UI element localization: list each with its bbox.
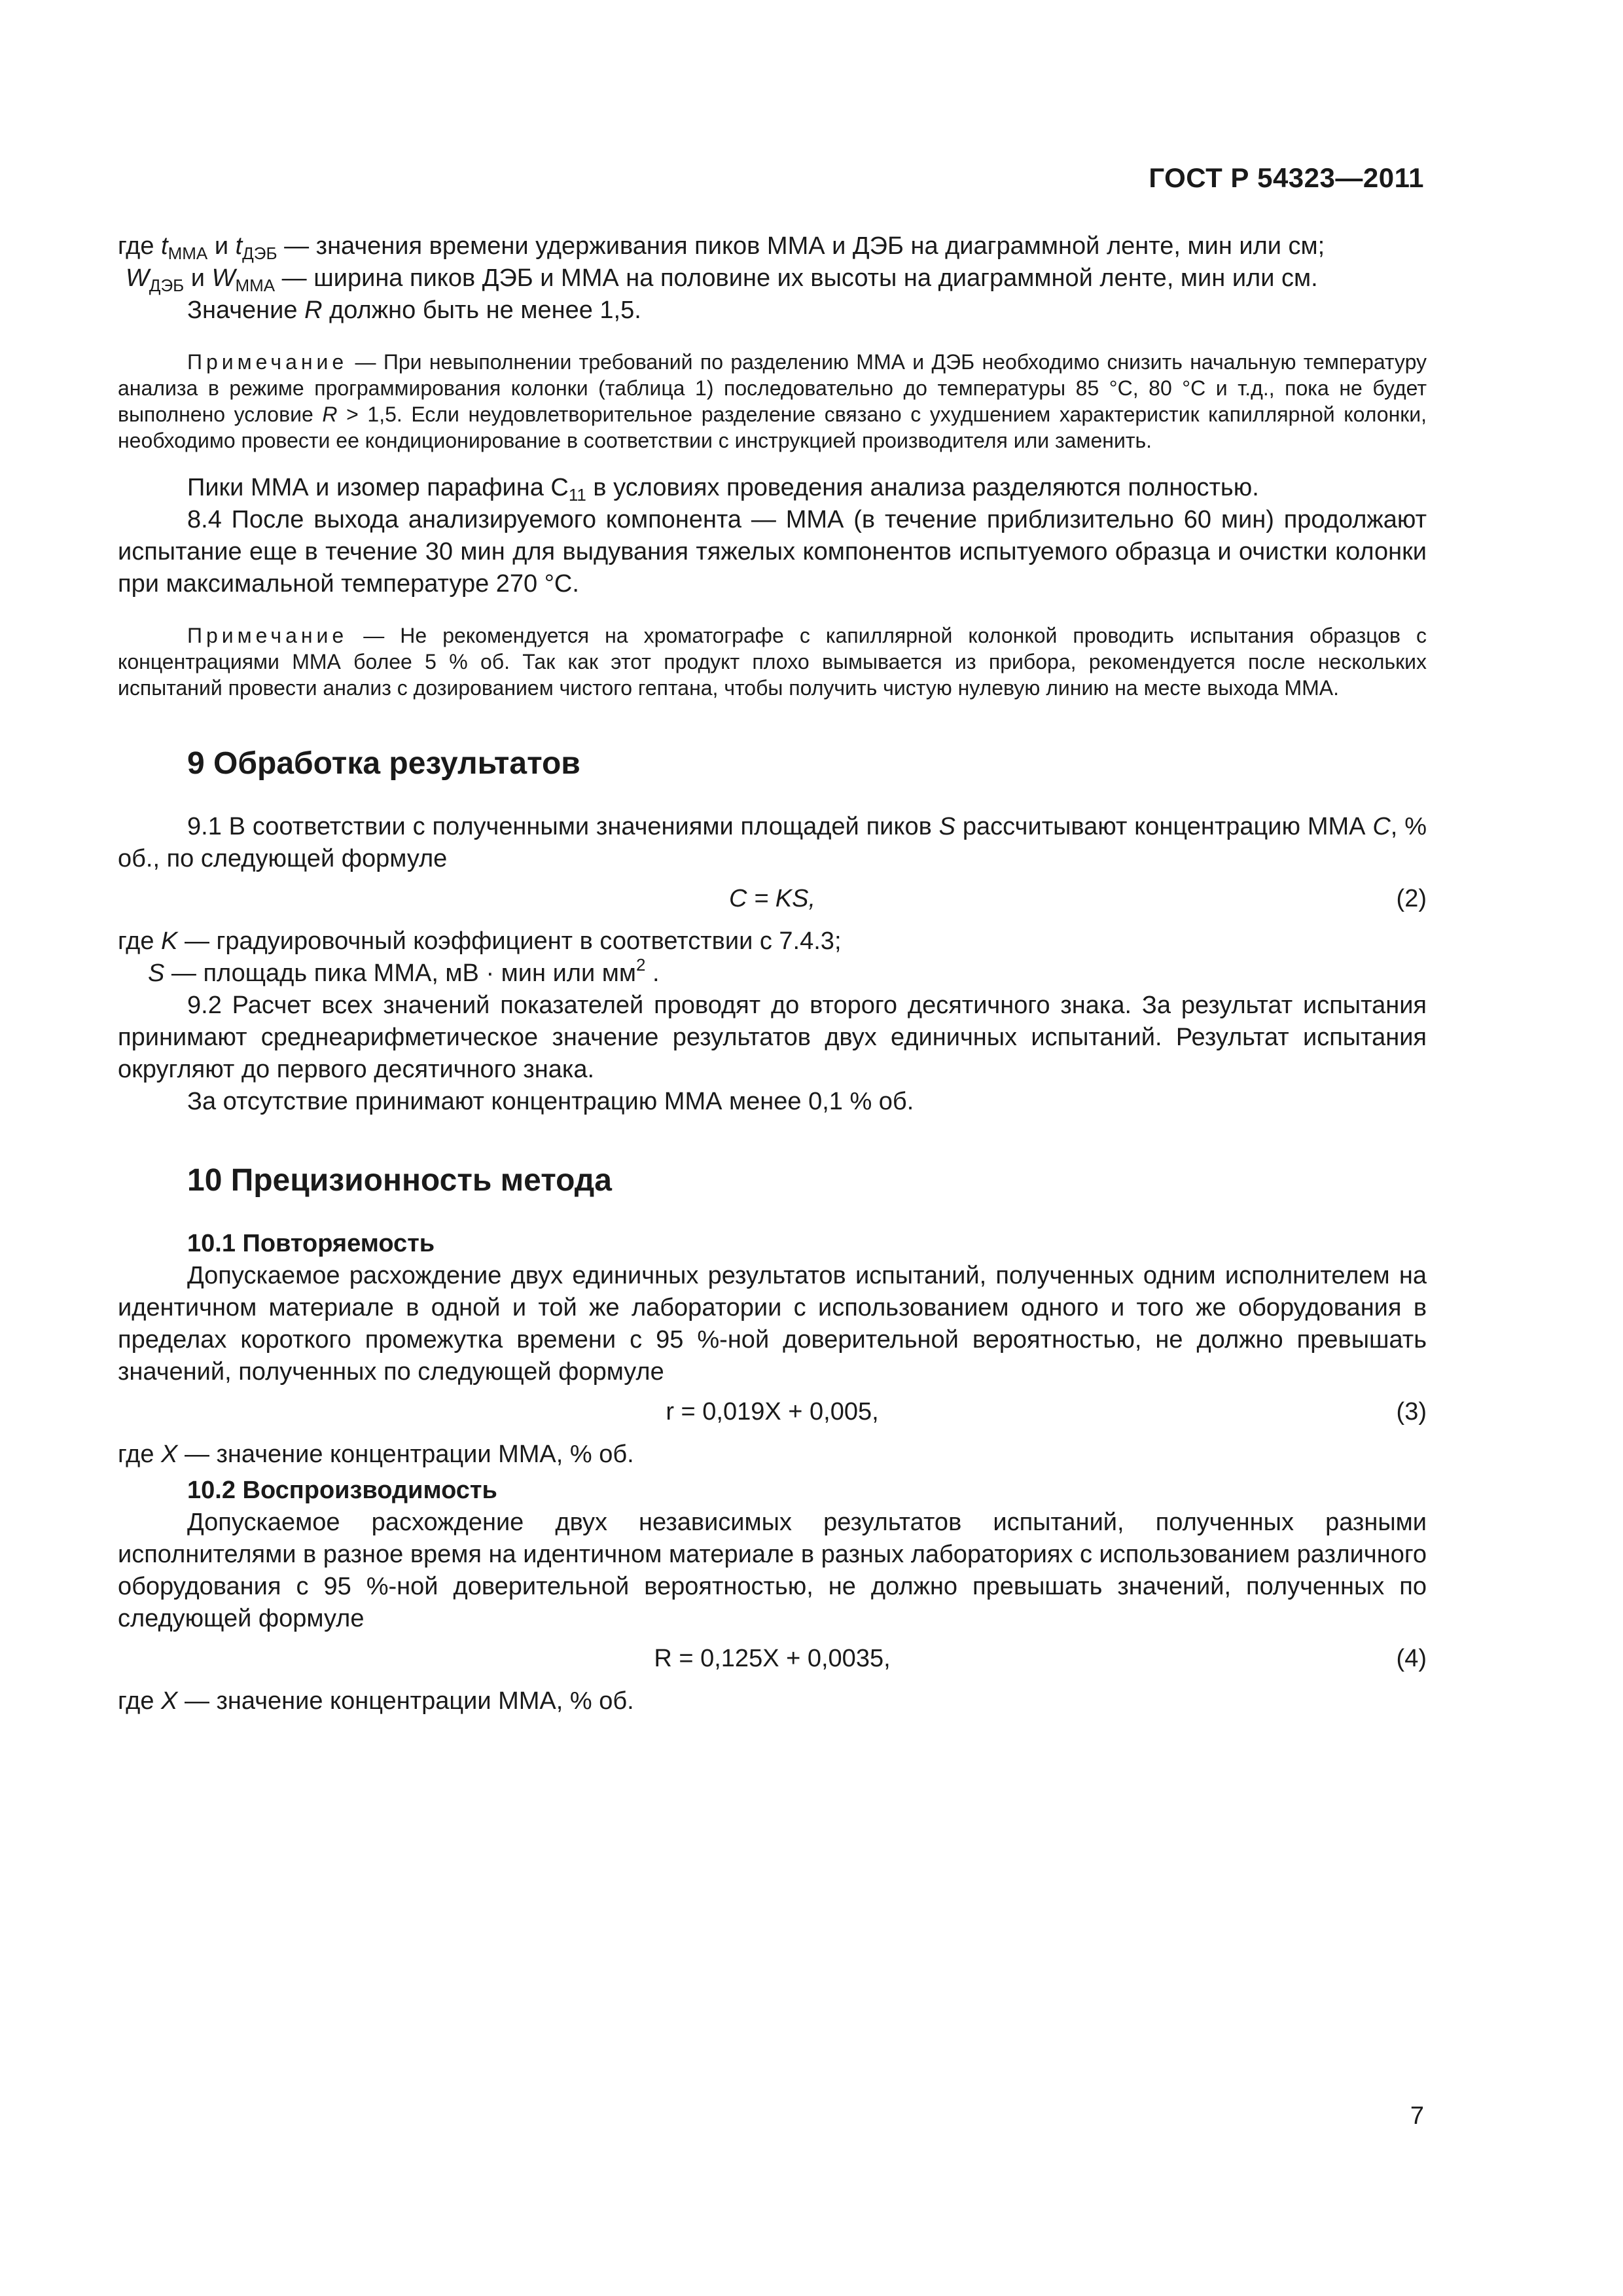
document-id-header: ГОСТ Р 54323—2011 [1149, 162, 1424, 193]
formula-3-text: r = 0,019X + 0,005, [666, 1398, 879, 1426]
paragraph-10-2: Допускаемое расхождение двух независимых результатов испытаний, полученных разными исполнителями в разное время на идентичном материале в разных лабораториях с использованием различного оборудования с 95 %-ной доверительной вероятностью, не должно превышать значений, полученных по следующей формуле [118, 1509, 1427, 1632]
paragraph-peaks: Пики ММА и изомер парафина $С_{11}$ в условиях проведения анализа разделяются полностью. [187, 474, 1259, 505]
formula-3-number: (3) [1396, 1398, 1427, 1426]
paragraph-9-1: 9.1 В соответствии с полученными значениями площадей пиков S рассчитывают концентрацию ММА С, % об., по следующей формуле [118, 813, 1427, 872]
formula-2-number: (2) [1396, 885, 1427, 912]
where-s: S — площадь пика ММА, мВ · мин или $мм^2$ . [148, 955, 660, 987]
page-number: 7 [1410, 2102, 1424, 2130]
paragraph-10-1: Допускаемое расхождение двух единичных результатов испытаний, полученных одним исполнителем на идентичном материале в одной и той же лаборатории с использованием одного и того же оборудования в пределах короткого промежутка времени с 95 %-ной доверительной вероятностью, не должно превышать значений, полученных по следующей формуле [118, 1262, 1427, 1386]
section-9-title: 9 Обработка результатов [187, 746, 580, 781]
paragraph-absence: За отсутствие принимают концентрацию ММА менее 0,1 % об. [187, 1088, 914, 1115]
page-body [118, 230, 1427, 1717]
formula-2-text: С = KS, [729, 885, 815, 912]
r-value-requirement: Значение R должно быть не менее 1,5. [187, 296, 641, 324]
paragraph-8-4: 8.4 После выхода анализируемого компонента — ММА (в течение приблизительно 60 мин) продолжают испытание еще в течение 30 мин для выдувания тяжелых компонентов испытуемого образца и очистки колонки при максимальной температуре 270 °С. [118, 506, 1427, 598]
subsection-10-1-title: 10.1 Повторяемость [187, 1230, 435, 1257]
where-peak-widths: $W_{ДЭБ}$ и $W_{ММА}$ — ширина пиков ДЭБ и ММА на половине их высоты на диаграммной ленте, мин или см. [126, 264, 1318, 295]
formula-4-number: (4) [1396, 1645, 1427, 1672]
where-retention-times: где $t_{ММА}$ и $t_{ДЭБ}$ — значения времени удерживания пиков ММА и ДЭБ на диаграммной ленте, мин или см; [118, 232, 1325, 263]
formula-2 [118, 883, 1427, 915]
formula-4-text: R = 0,125X + 0,0035, [654, 1645, 891, 1672]
paragraph-9-2: 9.2 Расчет всех значений показателей проводят до второго десятичного знака. За результат испытания принимают среднеарифметическое значение результатов двух единичных испытаний. Результат испытания округляют до первого десятичного знака. [118, 992, 1427, 1083]
note-capillary: Примечание — Не рекомендуется на хроматографе с капиллярной колонкой проводить испытания образцов с концентрациями ММА более 5 % об. Так как этот продукт плохо вымывается из прибора, рекомендуется после нескольких испытаний провести анализ с дозированием чистого гептана, чтобы получить чистую нулевую линию на месте выхода ММА. [118, 624, 1427, 700]
where-x-10-2: где X — значение концентрации ММА, % об. [118, 1687, 634, 1715]
subsection-10-2-title: 10.2 Воспроизводимость [187, 1477, 497, 1504]
formula-3 [118, 1396, 1427, 1428]
where-k: где K — градуировочный коэффициент в соответствии с 7.4.3; [118, 927, 842, 955]
formula-4 [118, 1643, 1427, 1675]
note-separation: Примечание — При невыполнении требований по разделению ММА и ДЭБ необходимо снизить начальную температуру анализа в режиме программирования колонки (таблица 1) последовательно до температуры 85 °С, 80 °С и т.д., пока не будет выполнено условие R > 1,5. Если неудовлетворительное разделение связано с ухудшением характеристик капиллярной колонки, необходимо провести ее кондиционирование в соответствии с инструкцией производителя или заменить. [118, 350, 1427, 452]
where-x-10-1: где X — значение концентрации ММА, % об. [118, 1441, 634, 1468]
section-10-title: 10 Прецизионность метода [187, 1163, 612, 1198]
